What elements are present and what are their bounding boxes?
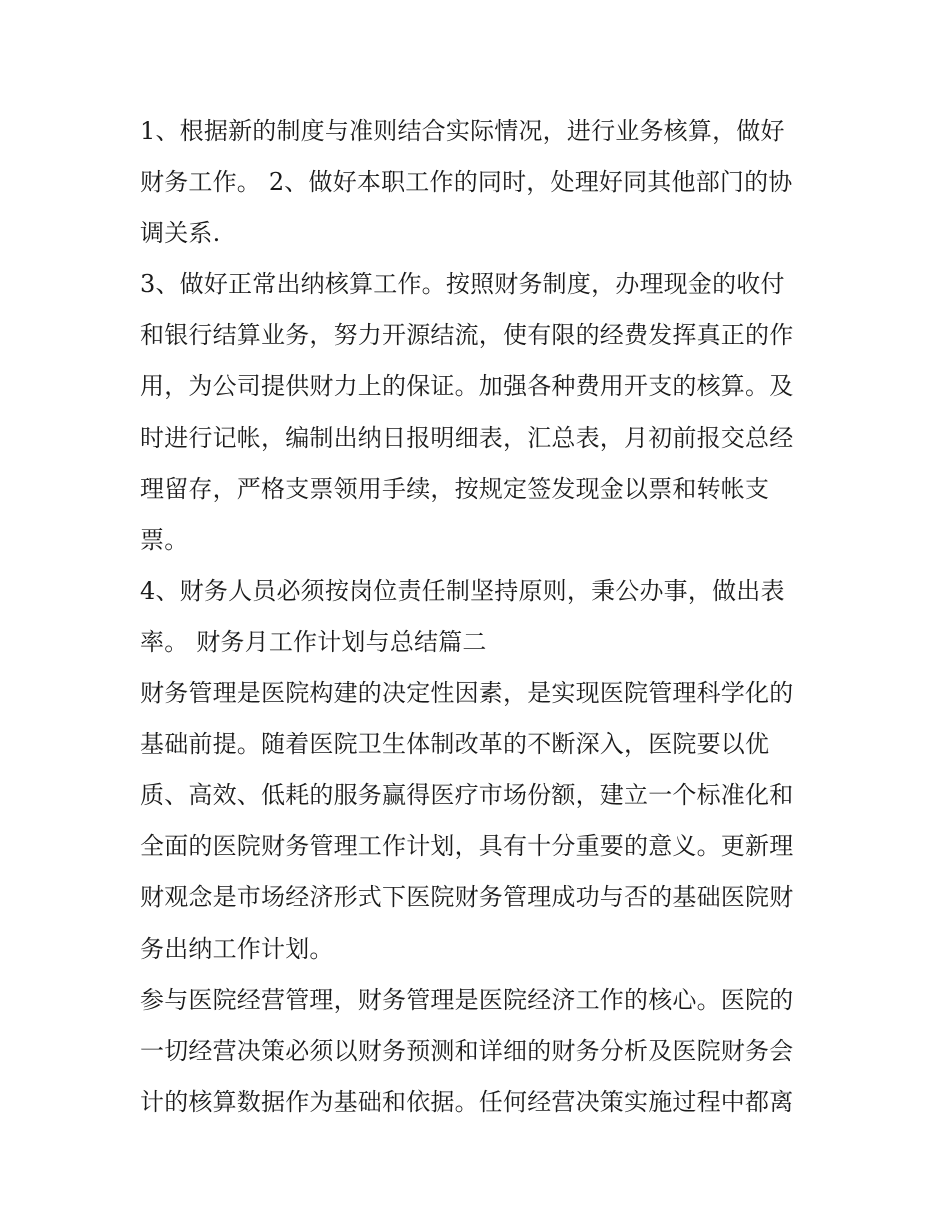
text-line: 和银行结算业务，努力开源结流，使有限的经费发挥真正的作: [140, 321, 794, 350]
text-line: 财务工作。 2、做好本职工作的同时，处理好同其他部门的协: [140, 168, 793, 197]
text-line: 3、做好正常出纳核算工作。按照财务制度，办理现金的收付: [140, 270, 785, 299]
text-line: 票。: [140, 525, 189, 554]
text-line: 用，为公司提供财力上的保证。加强各种费用开支的核算。及: [140, 372, 794, 401]
text-line: 财观念是市场经济形式下医院财务管理成功与否的基础医院财: [140, 883, 794, 912]
text-line: 率。 财务月工作计划与总结篇二: [140, 627, 487, 656]
text-line: 一切经营决策必须以财务预测和详细的财务分析及医院财务会: [140, 1036, 794, 1065]
text-line: 调关系.: [140, 219, 221, 248]
text-line: 计的核算数据作为基础和依据。任何经营决策实施过程中都离: [140, 1087, 794, 1116]
text-line: 务出纳工作计划。: [140, 934, 334, 963]
text-line: 财务管理是医院构建的决定性因素，是实现医院管理科学化的: [140, 679, 794, 708]
text-line: 质、高效、低耗的服务赢得医疗市场份额，建立一个标准化和: [140, 781, 794, 810]
text-line: 参与医院经营管理，财务管理是医院经济工作的核心。医院的: [140, 985, 794, 1014]
document-body: [140, 106, 816, 1128]
text-line: 理留存，严格支票领用手续，按规定签发现金以票和转帐支: [140, 474, 770, 503]
text-line: 1、根据新的制度与准则结合实际情况，进行业务核算，做好: [140, 117, 785, 145]
text-line: 4、财务人员必须按岗位责任制坚持原则，秉公办事，做出表: [140, 576, 785, 605]
text-line: 全面的医院财务管理工作计划，具有十分重要的意义。更新理: [140, 832, 794, 861]
text-line: 基础前提。随着医院卫生体制改革的不断深入，医院要以优: [140, 730, 770, 759]
text-line: 时进行记帐，编制出纳日报明细表，汇总表，月初前报交总经: [140, 423, 794, 452]
